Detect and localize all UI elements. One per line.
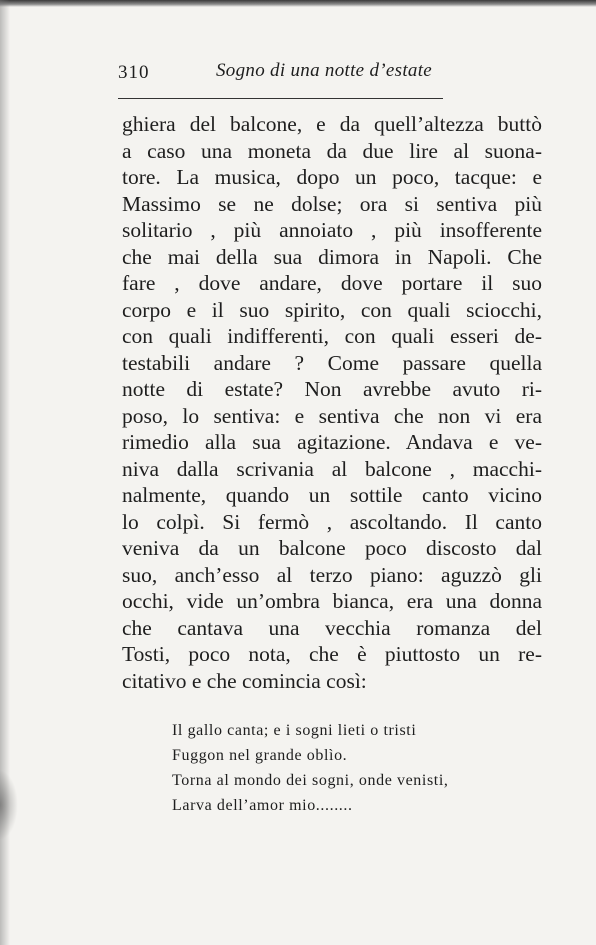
text-line: nalmente, quando un sottile canto vicino xyxy=(122,483,542,507)
running-head xyxy=(118,60,448,86)
text-line: rimedio alla sua agitazione. Andava e ve- xyxy=(122,430,542,454)
text-line: Massimo se ne dolse; ora si sentiva più xyxy=(122,191,542,216)
text-line: poso, lo sentiva: e sentiva che non vi era xyxy=(122,403,542,428)
header-rule xyxy=(118,98,443,99)
text-line: Tosti, poco nota, che è piuttosto un re- xyxy=(122,642,542,666)
text-line: solitario , più annoiato , più insofferente xyxy=(122,218,542,242)
running-title: Sogno di una notte d’estate xyxy=(216,60,433,81)
text-line: tore. La musica, dopo un poco, tacque: e xyxy=(122,165,542,189)
text-line: notte di estate? Non avrebbe avuto ri- xyxy=(122,377,542,401)
text-line: niva dalla scrivania al balcone , macchi- xyxy=(122,456,542,481)
verse-line: Torna al mondo dei sogni, onde venisti, xyxy=(172,772,449,789)
text-line: fare , dove andare, dove portare il suo xyxy=(122,271,542,295)
text-line: suo, anch’esso al terzo piano: aguzzò gli xyxy=(122,562,542,587)
text-line: testabili andare ? Come passare quella xyxy=(122,350,542,375)
page-top-edge-shadow xyxy=(0,0,596,7)
text-line: occhi, vide un’ombra bianca, era una donna xyxy=(122,589,542,613)
page-stain xyxy=(0,770,18,840)
verse-quotation xyxy=(172,718,448,818)
verse-line: Larva dell’amor mio........ xyxy=(172,797,353,814)
text-line: con quali indifferenti, con quali esseri de- xyxy=(122,324,542,348)
verse-line: Il gallo canta; e i sogni lieti o tristi xyxy=(172,722,417,739)
text-line: veniva da un balcone poco discosto dal xyxy=(122,536,542,560)
text-line: lo colpì. Si fermò , ascoltando. Il canto xyxy=(122,509,542,534)
page-number: 310 xyxy=(118,62,150,83)
text-line: a caso una moneta da due lire al suona- xyxy=(122,138,542,163)
text-line: corpo e il suo spirito, con quali sciocchi, xyxy=(122,297,542,322)
text-line: che mai della sua dimora in Napoli. Che xyxy=(122,244,542,269)
verse-line: Fuggon nel grande oblìo. xyxy=(172,747,348,764)
text-line: ghiera del balcone, e da quell’altezza buttò xyxy=(122,112,542,136)
text-line: che cantava una vecchia romanza del xyxy=(122,615,542,640)
body-paragraph xyxy=(122,111,542,694)
text-line: citativo e che comincia così: xyxy=(122,668,367,693)
